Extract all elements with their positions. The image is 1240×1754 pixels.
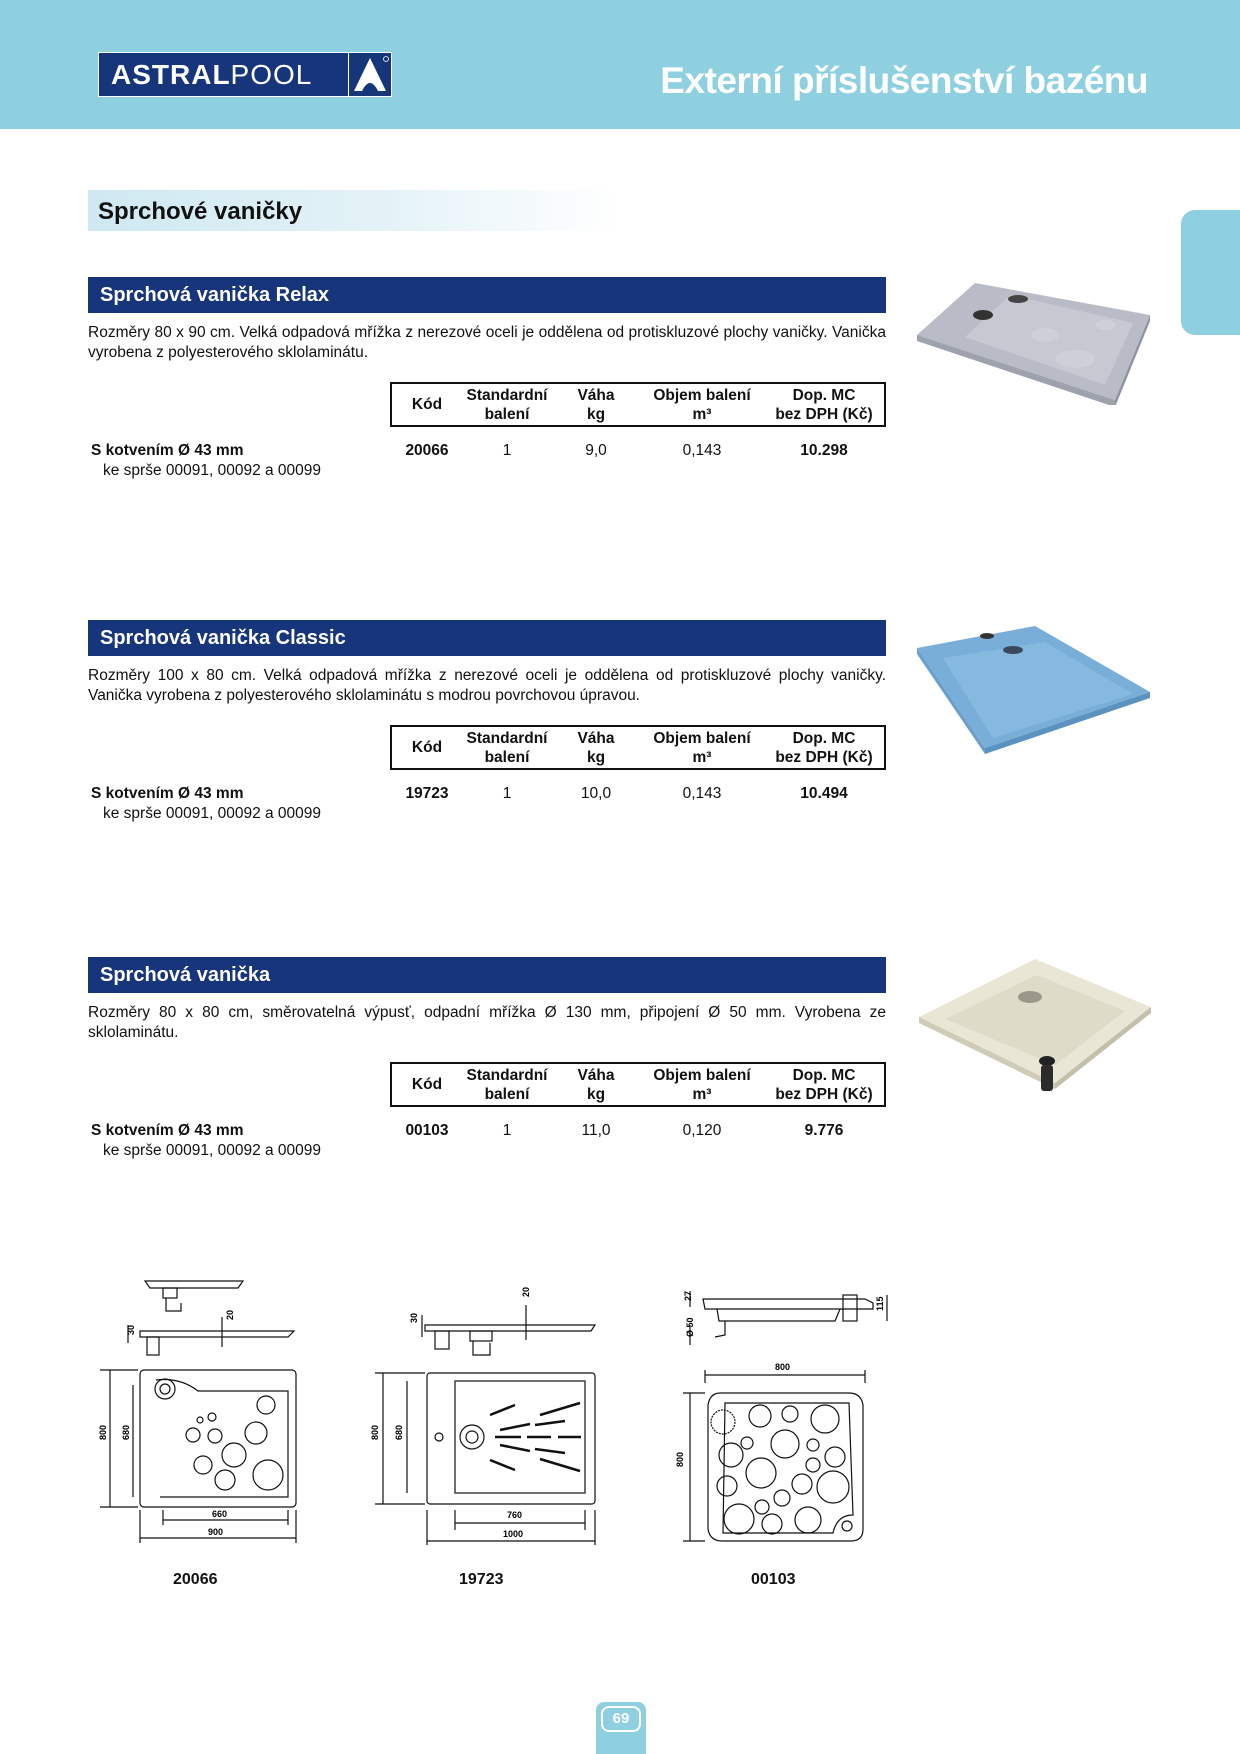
page-number: 69 — [601, 1706, 641, 1732]
dim-20: 20 — [521, 1286, 531, 1297]
product-description: Rozměry 80 x 90 cm. Velká odpadová mřížka z nerezové oceli je oddělena od protiskluzové plochy vaničky. Vanička vyrobena z polyesterového sklolaminátu. — [88, 324, 886, 361]
dim-d50: Ø 50 — [685, 1317, 695, 1337]
page-title: Externí příslušenství bazénu — [660, 60, 1148, 101]
th-baleni: Standardní balení — [466, 386, 548, 423]
product-description: Rozměry 80 x 80 cm, směrovatelná výpusť, odpadní mřížka Ø 130 mm, připojení Ø 50 mm. Vyrobena ze sklolaminátu. — [88, 1004, 886, 1041]
row-sublabel: ke sprše 00091, 00092 a 00099 — [103, 805, 322, 822]
dim-760: 760 — [507, 1510, 523, 1520]
th-objem: Objem balení m³ — [653, 729, 751, 766]
row-sublabel: ke sprše 00091, 00092 a 00099 — [103, 462, 322, 479]
dim-680: 680 — [394, 1424, 404, 1440]
dim-800: 800 — [98, 1424, 108, 1440]
technical-drawing-20066 — [88, 1275, 318, 1550]
dim-1000: 1000 — [503, 1529, 524, 1539]
cell-baleni: 1 — [502, 442, 512, 459]
blue-shower-tray-photo — [915, 620, 1155, 760]
row-label: S kotvením Ø 43 mm — [91, 785, 244, 802]
th-vaha: Váha kg — [577, 729, 615, 766]
th-kod: Kód — [411, 739, 443, 756]
product-relax — [88, 277, 886, 479]
th-kod: Kód — [411, 1076, 443, 1093]
dim-900: 900 — [208, 1527, 224, 1537]
drawing-code-label: 00103 — [751, 1571, 796, 1588]
page-number-tab — [596, 1702, 646, 1754]
cell-cena: 9.776 — [804, 1122, 844, 1139]
cell-objem: 0,120 — [682, 1122, 722, 1139]
th-objem: Objem balení m³ — [653, 1066, 751, 1103]
cell-objem: 0,143 — [682, 785, 722, 802]
chapter-side-tab — [1181, 210, 1240, 335]
cream-shower-tray-photo — [915, 955, 1155, 1120]
th-objem: Objem balení m³ — [653, 386, 751, 423]
th-cena: Dop. MC bez DPH (Kč) — [775, 1066, 873, 1103]
dim-20: 20 — [225, 1309, 235, 1320]
dim-27: 27 — [683, 1290, 693, 1301]
th-vaha: Váha kg — [577, 1066, 615, 1103]
product-title-bar: Sprchová vanička Classic — [88, 620, 886, 656]
cell-kod: 20066 — [405, 442, 449, 459]
product-classic — [88, 620, 886, 822]
row-label: S kotvením Ø 43 mm — [91, 442, 244, 459]
astralpool-logo — [98, 52, 392, 97]
section-title-text: Sprchové vaničky — [98, 198, 303, 225]
spec-table-header — [390, 725, 886, 770]
th-kod: Kód — [411, 396, 443, 413]
cell-baleni: 1 — [502, 785, 512, 802]
cell-kod: 19723 — [405, 785, 449, 802]
dim-800-height: 800 — [675, 1451, 685, 1467]
dim-30: 30 — [126, 1324, 136, 1335]
cell-cena: 10.494 — [800, 785, 848, 802]
section-title — [88, 190, 618, 231]
th-baleni: Standardní balení — [466, 729, 548, 766]
brand-light: POOL — [230, 58, 313, 90]
row-sublabel: ke sprše 00091, 00092 a 00099 — [103, 1142, 322, 1159]
dim-800: 800 — [370, 1424, 380, 1440]
product-title-bar: Sprchová vanička — [88, 957, 886, 993]
technical-drawing-00103 — [665, 1275, 895, 1560]
th-cena: Dop. MC bez DPH (Kč) — [775, 729, 873, 766]
product-square — [88, 957, 886, 1159]
cell-baleni: 1 — [502, 1122, 512, 1139]
th-cena: Dop. MC bez DPH (Kč) — [775, 386, 873, 423]
product-description: Rozměry 100 x 80 cm. Velká odpadová mřížka z nerezové oceli je oddělena od protiskluzové plochy vaničky. Vanička vyrobena z polyesterového sklolaminátu s modrou povrchovou úpravou. — [88, 667, 886, 704]
dim-680: 680 — [121, 1424, 131, 1440]
dim-115: 115 — [875, 1296, 885, 1311]
cell-objem: 0,143 — [682, 442, 722, 459]
spec-table-header — [390, 1062, 886, 1107]
technical-drawing-19723 — [355, 1285, 605, 1550]
th-baleni: Standardní balení — [466, 1066, 548, 1103]
spec-table-header — [390, 382, 886, 427]
page-header — [0, 0, 1240, 129]
cell-vaha: 9,0 — [585, 442, 607, 459]
dim-800-width: 800 — [775, 1362, 791, 1372]
brand-bold: ASTRAL — [111, 58, 231, 90]
grey-shower-tray-photo — [915, 275, 1155, 410]
logo-triangle-icon — [348, 53, 391, 96]
dim-30: 30 — [409, 1312, 419, 1323]
cell-cena: 10.298 — [800, 442, 848, 459]
drawing-code-label: 19723 — [459, 1571, 504, 1588]
product-title-bar: Sprchová vanička Relax — [88, 277, 886, 313]
dim-660: 660 — [212, 1509, 228, 1519]
cell-vaha: 10,0 — [580, 785, 612, 802]
cell-kod: 00103 — [405, 1122, 449, 1139]
cell-vaha: 11,0 — [581, 1122, 611, 1139]
row-label: S kotvením Ø 43 mm — [91, 1122, 244, 1139]
drawing-code-label: 20066 — [173, 1571, 218, 1588]
th-vaha: Váha kg — [577, 386, 615, 423]
